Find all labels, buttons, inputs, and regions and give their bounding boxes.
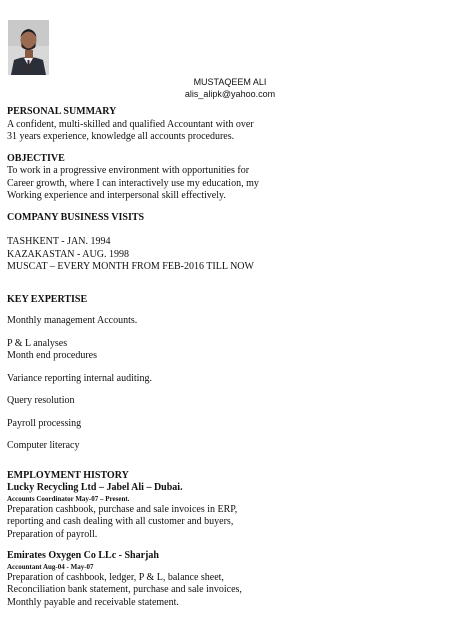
objective-line: Working experience and interpersonal skill effectively.: [7, 190, 226, 201]
job-company: Lucky Recycling Ltd – Jabel Ali – Dubai.: [7, 482, 183, 493]
summary-line: A confident, multi-skilled and qualified Accountant with over: [7, 118, 254, 130]
job-entry: [7, 482, 437, 541]
job-company: Emirates Oxygen Co LLc - Sharjah: [7, 550, 159, 561]
business-visits-section: [7, 212, 437, 274]
key-expertise-heading: KEY EXPERTISE: [7, 293, 88, 305]
job-role: Accountant Aug-04 - May-07: [7, 562, 94, 571]
expertise-item: Computer literacy: [7, 440, 80, 451]
profile-photo-image: [8, 20, 49, 75]
summary-line: 31 years experience, knowledge all accounts procedures.: [7, 131, 235, 142]
expertise-item: Variance reporting internal auditing.: [7, 372, 152, 384]
expertise-item: P & L analyses: [7, 337, 68, 349]
personal-summary-heading: PERSONAL SUMMARY: [7, 106, 117, 117]
job-entry: [7, 550, 437, 609]
expertise-item: Payroll processing: [7, 417, 82, 429]
objective-heading: OBJECTIVE: [7, 152, 65, 164]
candidate-name: MUSTAQEEM ALI: [193, 77, 267, 87]
expertise-item: Monthly management Accounts.: [7, 315, 138, 326]
objective-section: [7, 153, 437, 203]
personal-summary-section: [7, 106, 437, 144]
expertise-item: Query resolution: [7, 395, 75, 406]
job-line: Preparation of payroll.: [7, 528, 98, 540]
objective-line: To work in a progressive environment with opportunities for: [7, 165, 250, 176]
profile-photo: [8, 20, 49, 75]
job-line: reporting and cash dealing with all customer and buyers,: [7, 516, 234, 527]
job-role: Accounts Coordinator May-07 – Present.: [7, 494, 130, 503]
resume-body: [7, 106, 437, 609]
job-line: Monthly payable and receivable statement.: [7, 596, 179, 608]
job-line: Reconciliation bank statement, purchase and sale invoices,: [7, 584, 242, 595]
objective-line: Career growth, where I can interactively use my education, my: [7, 177, 259, 189]
candidate-email: alis_alipk@yahoo.com: [184, 89, 276, 99]
visit-item: KAZAKASTAN - AUG. 1998: [7, 248, 129, 260]
business-visits-heading: COMPANY BUSINESS VISITS: [7, 211, 145, 223]
employment-history-heading: EMPLOYMENT HISTORY: [7, 469, 129, 481]
job-line: Preparation of cashbook, ledger, P & L, balance sheet,: [7, 571, 224, 583]
resume-header: [0, 76, 452, 100]
employment-history-section: [7, 470, 437, 610]
key-expertise-section: [7, 294, 437, 453]
expertise-item: Month end procedures: [7, 350, 97, 361]
job-line: Preparation cashbook, purchase and sale invoices in ERP,: [7, 503, 238, 515]
visit-item: MUSCAT – EVERY MONTH FROM FEB-2016 TILL NOW: [7, 261, 254, 272]
visit-item: TASHKENT - JAN. 1994: [7, 236, 111, 247]
